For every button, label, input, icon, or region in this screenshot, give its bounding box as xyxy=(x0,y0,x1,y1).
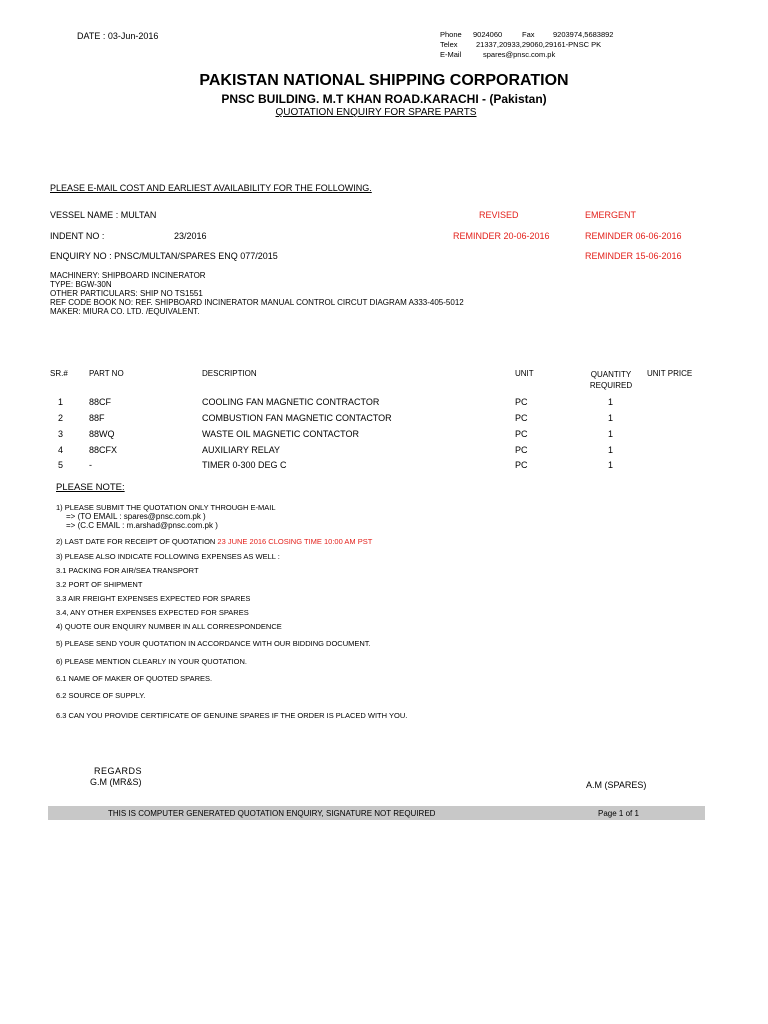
col-header-qty xyxy=(587,369,635,391)
indent-label: INDENT NO : xyxy=(50,231,105,241)
fax-value: 9203974,5683892 xyxy=(553,30,614,39)
col-header-part: PART NO xyxy=(89,369,124,378)
note-3-2: 3.2 PORT OF SHIPMENT xyxy=(56,580,143,589)
notes-heading: PLEASE NOTE: xyxy=(56,482,125,493)
regards-text: REGARDS xyxy=(94,766,143,776)
cell-sr: 3 xyxy=(58,429,64,439)
cell-part: 88CF xyxy=(89,397,112,407)
document-subtitle: QUOTATION ENQUIRY FOR SPARE PARTS xyxy=(275,107,477,118)
company-name: PAKISTAN NATIONAL SHIPPING CORPORATION xyxy=(199,72,569,89)
col-header-desc: DESCRIPTION xyxy=(202,369,257,378)
machinery-line: REF CODE BOOK NO: REF. SHIPBOARD INCINERATOR MANUAL CONTROL CIRCUT DIAGRAM A333-405-5012 xyxy=(50,298,464,307)
cell-desc: TIMER 0-300 DEG C xyxy=(202,460,287,470)
cell-part: 88WQ xyxy=(89,429,115,439)
fax-label: Fax xyxy=(522,30,535,39)
instruction-text: PLEASE E-MAIL COST AND EARLIEST AVAILABILITY FOR THE FOLLOWING. xyxy=(50,183,372,193)
emergent-label: EMERGENT xyxy=(585,210,637,220)
footer-text: THIS IS COMPUTER GENERATED QUOTATION ENQUIRY, SIGNATURE NOT REQUIRED xyxy=(108,809,436,818)
reminder-1: REMINDER 20-06-2016 xyxy=(453,231,550,241)
company-address: PNSC BUILDING. M.T KHAN ROAD.KARACHI - (Pakistan) xyxy=(221,92,547,106)
document-date: DATE : 03-Jun-2016 xyxy=(77,31,159,41)
machinery-line: OTHER PARTICULARS: SHIP NO TS1551 xyxy=(50,289,203,298)
email-value[interactable]: spares@pnsc.com.pk xyxy=(483,50,556,59)
note-5: 5) PLEASE SEND YOUR QUOTATION IN ACCORDANCE WITH OUR BIDDING DOCUMENT. xyxy=(56,639,371,648)
cell-unit: PC xyxy=(515,445,528,455)
table-row xyxy=(0,460,768,474)
machinery-line: MAKER: MIURA CO. LTD. /EQUIVALENT. xyxy=(50,307,200,316)
col-header-qty-line2: REQUIRED xyxy=(589,381,633,390)
cell-unit: PC xyxy=(515,413,528,423)
cell-unit: PC xyxy=(515,460,528,470)
cell-sr: 2 xyxy=(58,413,64,423)
revised-label: REVISED xyxy=(479,210,519,220)
note-1-email: => (TO EMAIL : spares@pnsc.com.pk ) xyxy=(66,512,206,521)
table-row xyxy=(0,397,768,411)
machinery-block xyxy=(50,271,464,316)
note-1-cc-email: => (C.C EMAIL : m.arshad@pnsc.com.pk ) xyxy=(66,521,218,530)
cell-qty: 1 xyxy=(608,397,614,407)
note-2-text: 2) LAST DATE FOR RECEIPT OF QUOTATION xyxy=(56,537,216,546)
cell-qty: 1 xyxy=(608,429,614,439)
cell-part: 88CFX xyxy=(89,445,118,455)
machinery-line: TYPE: BGW-30N xyxy=(50,280,112,289)
cell-sr: 4 xyxy=(58,445,64,455)
cell-unit: PC xyxy=(515,429,528,439)
cell-part: 88F xyxy=(89,413,105,423)
note-6-1: 6.1 NAME OF MAKER OF QUOTED SPARES. xyxy=(56,674,213,683)
email-label: E-Mail xyxy=(440,50,462,59)
am-signature: A.M (SPARES) xyxy=(586,780,647,790)
cell-sr: 1 xyxy=(58,397,64,407)
cell-desc: COOLING FAN MAGNETIC CONTRACTOR xyxy=(202,397,380,407)
cell-desc: WASTE OIL MAGNETIC CONTACTOR xyxy=(202,429,360,439)
cell-qty: 1 xyxy=(608,460,614,470)
col-header-qty-line1: QUANTITY xyxy=(590,370,632,379)
vessel-name: VESSEL NAME : MULTAN xyxy=(50,210,157,220)
col-header-sr: SR.# xyxy=(50,369,68,378)
phone-value: 9024060 xyxy=(473,30,503,39)
note-4: 4) QUOTE OUR ENQUIRY NUMBER IN ALL CORRESPONDENCE xyxy=(56,622,282,631)
cell-qty: 1 xyxy=(608,445,614,455)
phone-label: Phone xyxy=(440,30,462,39)
note-6-2: 6.2 SOURCE OF SUPPLY. xyxy=(56,691,146,700)
table-row xyxy=(0,429,768,443)
col-header-price: UNIT PRICE xyxy=(647,369,693,378)
cell-part: - xyxy=(89,460,92,470)
note-3-4: 3.4, ANY OTHER EXPENSES EXPECTED FOR SPARES xyxy=(56,608,249,617)
cell-sr: 5 xyxy=(58,460,64,470)
enquiry-number: ENQUIRY NO : PNSC/MULTAN/SPARES ENQ 077/2015 xyxy=(50,251,278,261)
note-2-deadline: 23 JUNE 2016 CLOSING TIME 10:00 AM PST xyxy=(217,537,373,546)
telex-value: 21337,20933,29060,29161-PNSC PK xyxy=(476,40,602,49)
gm-signature: G.M (MR&S) xyxy=(90,777,142,787)
note-1: 1) PLEASE SUBMIT THE QUOTATION ONLY THROUGH E-MAIL xyxy=(56,503,276,512)
cell-qty: 1 xyxy=(608,413,614,423)
table-row xyxy=(0,445,768,459)
note-3-1: 3.1 PACKING FOR AIR/SEA TRANSPORT xyxy=(56,566,199,575)
col-header-unit: UNIT xyxy=(515,369,534,378)
note-6-3: 6.3 CAN YOU PROVIDE CERTIFICATE OF GENUINE SPARES IF THE ORDER IS PLACED WITH YOU. xyxy=(56,711,408,720)
cell-desc: AUXILIARY RELAY xyxy=(202,445,281,455)
table-row xyxy=(0,413,768,427)
note-3: 3) PLEASE ALSO INDICATE FOLLOWING EXPENSES AS WELL : xyxy=(56,552,280,561)
page-number: Page 1 of 1 xyxy=(598,809,639,818)
cell-unit: PC xyxy=(515,397,528,407)
machinery-line: MACHINERY: SHIPBOARD INCINERATOR xyxy=(50,271,206,280)
note-3-3: 3.3 AIR FREIGHT EXPENSES EXPECTED FOR SPARES xyxy=(56,594,251,603)
note-6: 6) PLEASE MENTION CLEARLY IN YOUR QUOTATION. xyxy=(56,657,248,666)
reminder-2: REMINDER 06-06-2016 xyxy=(585,231,682,241)
reminder-3: REMINDER 15-06-2016 xyxy=(585,251,682,261)
indent-value: 23/2016 xyxy=(174,231,207,241)
telex-label: Telex xyxy=(440,40,458,49)
note-2 xyxy=(56,537,372,546)
cell-desc: COMBUSTION FAN MAGNETIC CONTACTOR xyxy=(202,413,392,423)
